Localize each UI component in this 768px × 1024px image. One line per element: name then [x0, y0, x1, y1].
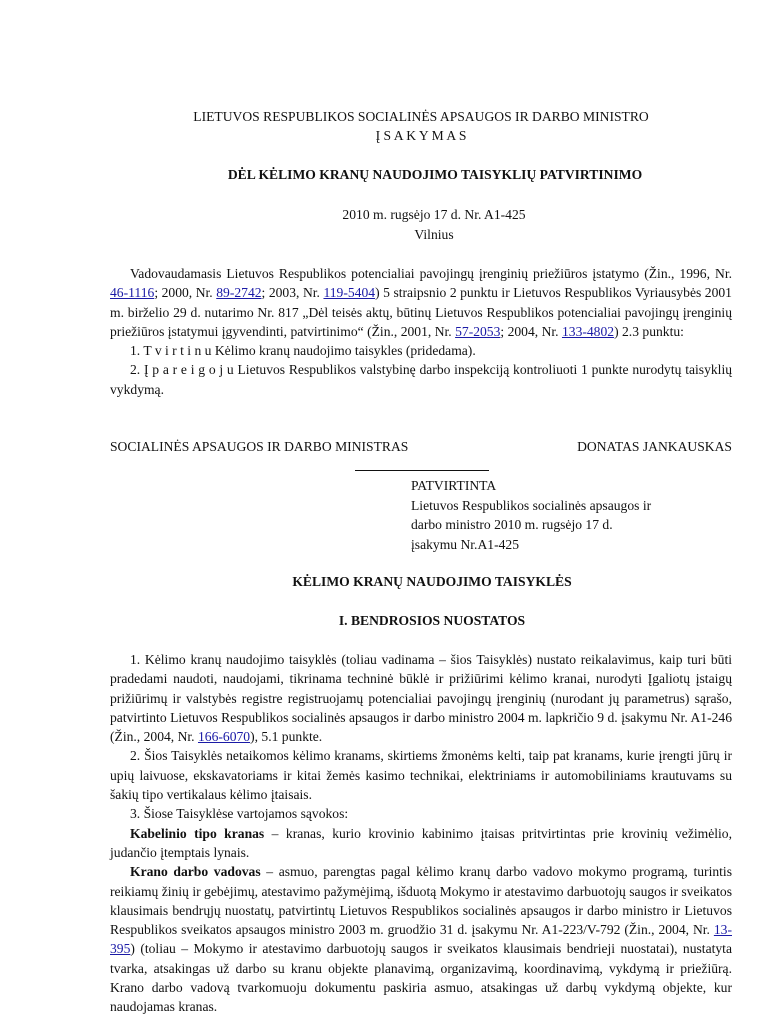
preamble-text: Vadovaudamasis Lietuvos Respublikos potencialiai pavojingų įrenginių priežiūros įstatymo (Žin., 1996, Nr. — [130, 266, 732, 281]
approval-line: įsakymu Nr.A1-425 — [411, 536, 519, 552]
law-link[interactable]: 133-4802 — [561, 323, 615, 339]
preamble-block — [110, 264, 732, 399]
definition-cable-crane — [110, 824, 732, 863]
document-type: Į S A K Y M A S — [375, 128, 467, 143]
signature-position: SOCIALINĖS APSAUGOS IR DARBO MINISTRAS — [110, 439, 409, 454]
order-item-1 — [110, 341, 732, 360]
law-link[interactable]: 166-6070 — [197, 729, 251, 745]
rule-text: 1. Kėlimo kranų naudojimo taisyklės (toliau vadinama – šios Taisyklės) nustato reikalavimus, kaip turi būti pradedami naudoti, naudojami, tikrinama techninė būklė ir prižiūrimi kėlimo kranai, nurodyti Įgaliotų įstaigų prižiūrimų ir valstybės registre registruojamų potencialiai pavojingų įrenginių (nurodant jų parametrus) sąrašo, patvirtinto Lietuvos Respublikos socialinės apsaugos ir darbo ministro 2004 m. lapkričio 9 d. įsakymu Nr. A1-246 (Žin., 2004, Nr. — [110, 652, 732, 745]
date-number: 2010 m. rugsėjo 17 d. Nr. A1-425 — [342, 207, 526, 222]
approval-block — [411, 476, 651, 554]
order-text: Lietuvos Respublikos valstybinę darbo inspekciją kontroliuoti 1 punkte nurodytų taisyklių vykdymą. — [110, 362, 733, 397]
rules-body — [110, 650, 732, 1017]
definition-text: – asmuo, parengtas pagal kėlimo kranų darbo vadovo mokymo programą, turintis reikiamų žinių ir gebėjimų, atestavimo pažymėjimą, išduotą Mokymo ir atestavimo darbuotojų saugos ir sveikatos klausimais bendrųjų nuostatų, patvirtintų Lietuvos Respublikos socialinės apsaugos ir darbo ministro ir Lietuvos Respublikos sveikatos apsaugos ministro 2003 m. gruodžio 31 d. įsakymu Nr. A1-223/V-792 (Žin., 2004, Nr. — [110, 864, 732, 938]
law-link[interactable]: 119-5404 — [323, 285, 376, 301]
order-text: Kėlimo kranų naudojimo taisykles (pridedama). — [211, 343, 476, 359]
law-link[interactable]: 46-1116 — [110, 285, 155, 301]
rule-text: ), 5.1 punkte. — [250, 729, 323, 745]
approval-line: Lietuvos Respublikos socialinės apsaugos ir — [411, 497, 652, 513]
rules-title: KĖLIMO KRANŲ NAUDOJIMO TAISYKLĖS — [292, 574, 572, 589]
law-link[interactable]: 13-395 — [110, 922, 732, 957]
preamble-text: ; 2004, Nr. — [500, 323, 562, 339]
rule-paragraph-2: 2. Šios Taisyklės netaikomos kėlimo kranams, skirtiems žmonėms kelti, taip pat kranams, kurie įrengti jūrų ir upių laivuose, ekskavatoriams ir kitai žemės kasimo technikai, elektriniams ir automobiliniams krautuvams su šakių tipo vertikalaus kėlimo įtaisais. — [110, 748, 732, 803]
preamble-text: ) 5 straipsnio 2 punktu ir Lietuvos Respublikos Vyriausybės 2001 m. birželio 29 d. nutarimo Nr. 817 „Dėl teisės aktų, būtinų Lietuvos Respublikos potencialiai pavojingų įrenginių priežiūros įstatymui įgyvendinti, patvirtinimo“ (Žin., 2001, Nr. — [110, 285, 732, 339]
law-link[interactable]: 89-2742 — [216, 285, 262, 301]
order-number: 1. — [130, 343, 144, 359]
definition-crane-manager — [110, 862, 732, 1016]
definition-term: Krano darbo vadovas — [130, 864, 261, 880]
law-link[interactable]: 57-2053 — [455, 323, 501, 339]
order-number: 2. — [130, 362, 144, 378]
separator-line — [355, 470, 489, 471]
preamble-text: ; 2003, Nr. — [261, 285, 324, 301]
definition-text: ) (toliau – Mokymo ir atestavimo darbuotojų saugos ir sveikatos klausimais bendrieji nuostatai), nustatyta tvarka, atsakingas už darbo su kranu objekte planavimą, organizavimą, koordinavimą, vykdymą ir priežiūrą. Krano darbo vadovą tvarkomuoju dokumentu paskiria asmuo, atsakingas už darbų vykdymą objekte, kur naudojamas kranas. — [110, 941, 732, 1015]
preamble-text: ) 2.3 punktu: — [614, 323, 684, 339]
order-item-2 — [110, 360, 732, 399]
definition-term: Kabelinio tipo kranas — [130, 825, 265, 841]
section-title: I. BENDROSIOS NUOSTATOS — [338, 613, 526, 628]
rule-paragraph-3: 3. Šiose Taisyklėse vartojamos sąvokos: — [130, 806, 349, 822]
order-verb: Į p a r e i g o j u — [143, 362, 234, 378]
ministry-heading: LIETUVOS RESPUBLIKOS SOCIALINĖS APSAUGOS IR DARBO MINISTRO — [193, 109, 649, 124]
preamble-paragraph — [110, 264, 732, 341]
preamble-text: ; 2000, Nr. — [154, 285, 217, 301]
rule-paragraph-1 — [110, 650, 732, 746]
city: Vilnius — [414, 227, 454, 242]
approval-heading: PATVIRTINTA — [411, 478, 497, 493]
order-verb: T v i r t i n u — [143, 343, 212, 359]
signature-name: DONATAS JANKAUSKAS — [577, 439, 732, 454]
order-title: DĖL KĖLIMO KRANŲ NAUDOJIMO TAISYKLIŲ PATVIRTINIMO — [227, 167, 643, 182]
definition-text: – kranas, kurio krovinio kabinimo įtaisas pritvirtintas prie krovinių vežimėlio, judančio įtemptais lynais. — [110, 825, 732, 860]
approval-line: darbo ministro 2010 m. rugsėjo 17 d. — [411, 517, 613, 532]
